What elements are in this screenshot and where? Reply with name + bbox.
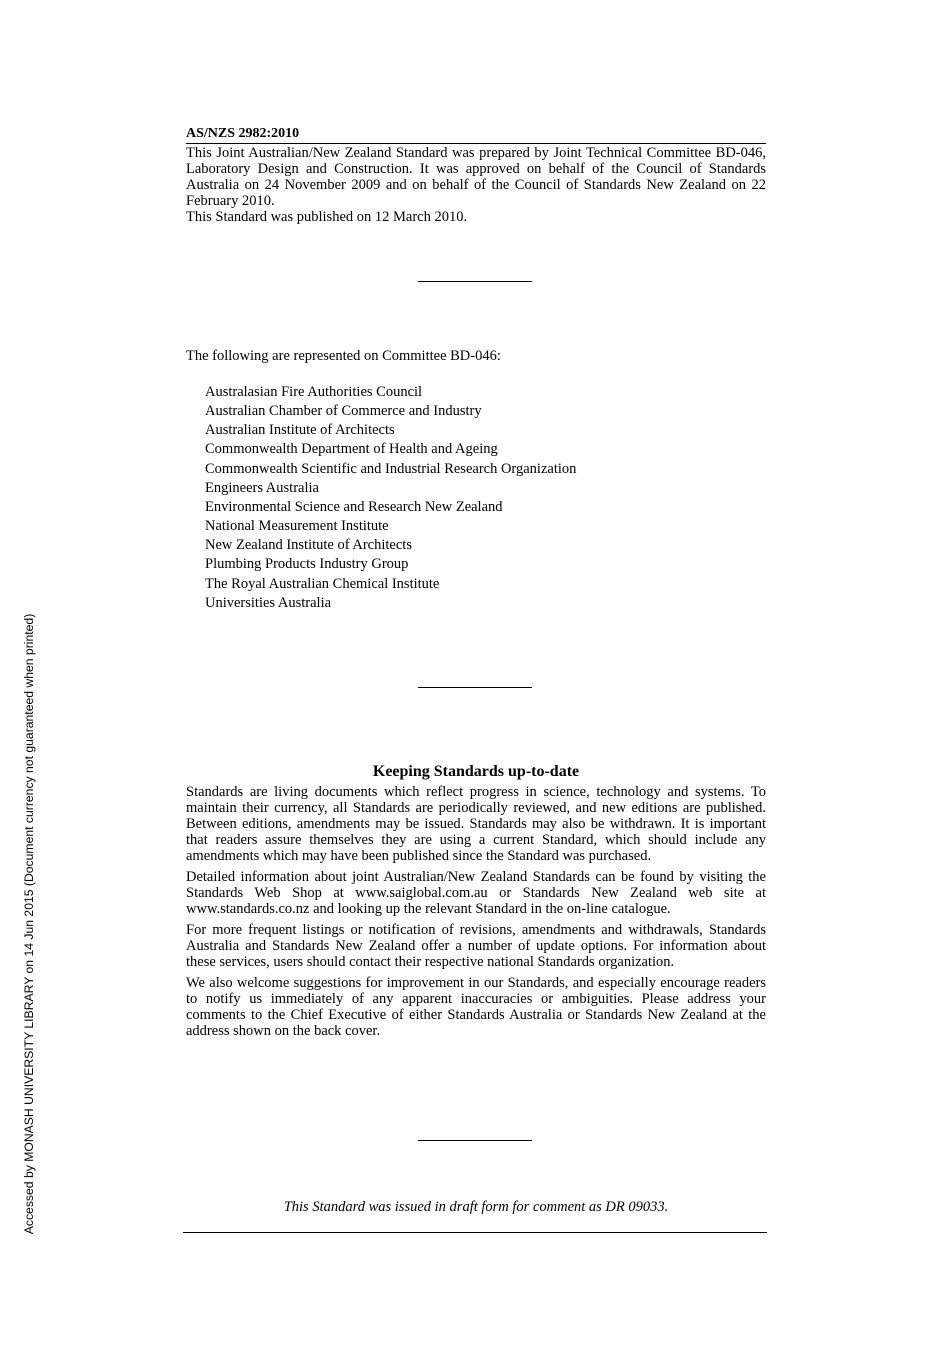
keeping-standards-heading: Keeping Standards up-to-date (372, 763, 580, 780)
body-paragraph: We also welcome suggestions for improvement in our Standards, and especially encourage readers to notify us immediately of any apparent inaccuracies or ambiguities. Please address your comments to the Chief Executive of either Standards Australia or Standards New Zealand at the address shown on the back cover. (186, 975, 766, 1039)
access-notice-text: Accessed by MONASH UNIVERSITY LIBRARY on 14 Jun 2015 (Document currency not guaranteed when printed) (22, 613, 36, 1235)
approval-text: This Joint Australian/New Zealand Standard was prepared by Joint Technical Committee BD-046, Laboratory Design and Construction. It was approved on behalf of the Council of Standards Australia on 24 November 2009 and on behalf of the Council of Standards New Zealand on 22 February 2010. (186, 145, 766, 209)
access-watermark (18, 598, 40, 1250)
committee-member: New Zealand Institute of Architects (205, 537, 412, 554)
approval-statement (186, 145, 766, 225)
body-paragraph: Standards are living documents which reflect progress in science, technology and systems. To maintain their currency, all Standards are periodically reviewed, and new editions are published. Between editions, amendments may be issued. Standards may also be withdrawn. It is important that readers assure themselves they are using a current Standard, which should include any amendments which may have been published since the Standard was purchased. (186, 784, 766, 864)
standard-identifier: AS/NZS 2982:2010 (186, 126, 766, 144)
committee-member: Plumbing Products Industry Group (205, 556, 409, 573)
committee-member: National Measurement Institute (205, 518, 389, 535)
committee-member-list (205, 383, 765, 613)
section-divider (418, 1140, 532, 1141)
committee-member: Australian Chamber of Commerce and Industry (205, 403, 482, 420)
footer-rule (183, 1232, 767, 1233)
committee-member: The Royal Australian Chemical Institute (205, 575, 440, 592)
draft-note: This Standard was issued in draft form for comment as DR 09033. (283, 1199, 669, 1215)
committee-member: Australasian Fire Authorities Council (205, 384, 423, 400)
committee-member: Environmental Science and Research New Zealand (205, 498, 503, 515)
committee-member: Australian Institute of Architects (205, 422, 395, 439)
committee-member: Commonwealth Department of Health and Ageing (205, 441, 498, 458)
committee-heading: The following are represented on Committee BD-046: (186, 348, 501, 364)
section-divider (418, 281, 532, 282)
body-paragraph: Detailed information about joint Australian/New Zealand Standards can be found by visiting the Standards Web Shop at www.saiglobal.com.au or Standards New Zealand web site at www.standards.co.nz and looking up the relevant Standard in the on-line catalogue. (186, 869, 766, 917)
body-paragraph: For more frequent listings or notification of revisions, amendments and withdrawals, Standards Australia and Standards New Zealand offer a number of update options. For information about these services, users should contact their respective national Standards organization. (186, 922, 766, 970)
committee-member: Commonwealth Scientific and Industrial Research Organization (205, 460, 577, 477)
keeping-standards-body (186, 784, 766, 1044)
committee-member: Universities Australia (205, 594, 332, 611)
publication-date-text: This Standard was published on 12 March 2010. (186, 209, 468, 225)
committee-member: Engineers Australia (205, 479, 319, 496)
section-divider (418, 687, 532, 688)
